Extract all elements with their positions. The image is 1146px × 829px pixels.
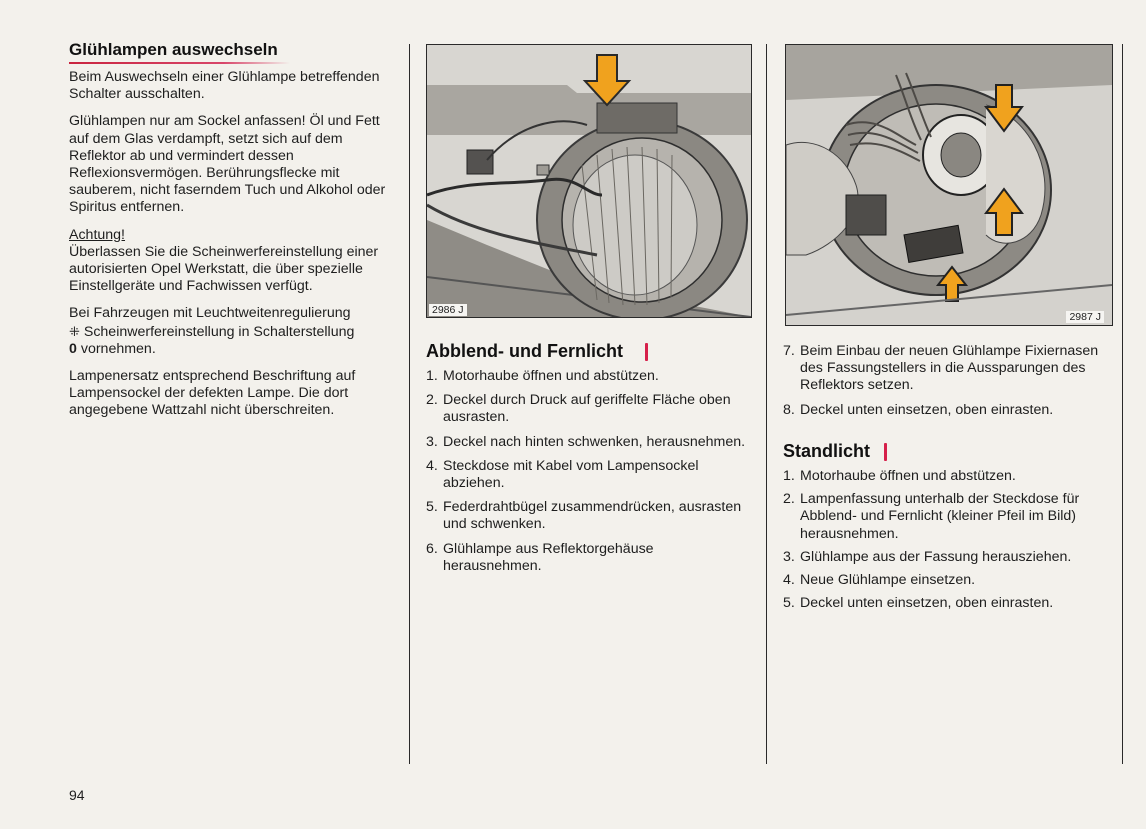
switch-position-zero: 0 [69,340,77,357]
handling-paragraph: Glühlampen nur am Sockel anfassen! Öl und Fett auf dem Glas verdampft, setzt sich auf dem Reflektor ab und vermindert dessen Reflexionsvermögen. Berührungsflecke mit sauberem, nicht faserndem Tuch und Alkohol oder Spiritus entfernen. [69,113,386,216]
section-heading-low-high-beam [426,341,648,362]
steps-list-continued [783,343,1119,426]
steps-list [783,468,1119,618]
headlamp-cover-drawing [427,45,751,317]
list-item: 8. Deckel unten einsetzen, oben einrasten. [783,401,1054,418]
list-item: 1. Motorhaube öffnen und abstützen. [783,468,1016,484]
intro-paragraph: Beim Auswechseln einer Glühlampe betreffenden Schalter ausschalten. [69,69,380,103]
section-heading-text: Standlicht [783,441,871,461]
figure-code: 2987 J [1066,311,1104,323]
section-marker [884,443,887,461]
column-divider [409,44,410,764]
headlamp-cover-illustration [426,44,752,318]
leveling-text-b: Scheinwerfereinstellung in Schalterstellung [83,323,355,340]
column-divider [766,44,767,764]
page-number: 94 [69,787,85,803]
section-heading-text: Abblend- und Fernlicht [426,341,623,361]
leveling-paragraph [69,305,395,358]
list-item: 4. Neue Glühlampe einsetzen. [783,572,976,589]
figure-code: 2986 J [429,304,467,316]
left-column [69,40,395,420]
warning-label: Achtung! [69,226,126,243]
column-divider [1122,44,1123,764]
list-item: 1. Motorhaube öffnen und abstützen. [426,368,659,384]
list-item: 4. Steckdose mit Kabel vom Lampensockel abziehen. [426,457,699,492]
list-item: 3. Deckel nach hinten schwenken, herausnehmen. [426,433,746,450]
list-item: 2. Lampenfassung unterhalb der Steckdose für Abblend- und Fernlicht (kleiner Pfeil im Bild) herausnehmen. [783,491,1080,542]
section-heading-parking-light [783,441,887,462]
headlight-leveling-icon: ⁜ [69,323,80,339]
list-item: 5. Federdrahtbügel zusammendrücken, ausrasten und schwenken. [426,499,742,533]
replacement-paragraph: Lampenersatz entsprechend Beschriftung auf Lampensockel der defekten Lampe. Die dort angegebene Wattzahl nicht überschreiten. [69,368,356,419]
list-item: 3. Glühlampe aus der Fassung herausziehen. [783,548,1072,565]
leveling-text-a: Bei Fahrzeugen mit Leuchtweitenregulierung [69,305,351,322]
list-item: 6. Glühlampe aus Reflektorgehäuse herausnehmen. [426,540,654,574]
bulb-socket-drawing [786,45,1112,325]
warning-text: Überlassen Sie die Scheinwerfereinstellung einer autorisierten Opel Werkstatt, die über spezielle Einstellgeräte und Fachwissen verfügt. [69,243,379,295]
steps-list [426,368,752,582]
list-item: 7. Beim Einbau der neuen Glühlampe Fixiernasen des Fassungstellers in die Aussparungen des Reflektors setzen. [783,343,1099,394]
bulb-socket-illustration [785,44,1113,326]
page-title: Glühlampen auswechseln [69,40,278,62]
list-item: 2. Deckel durch Druck auf geriffelte Fläche oben ausrasten. [426,392,731,426]
warning-block [69,227,395,296]
section-marker [645,343,648,361]
leveling-text-c: vornehmen. [80,340,156,357]
list-item: 5. Deckel unten einsetzen, oben einrasten. [783,595,1054,612]
